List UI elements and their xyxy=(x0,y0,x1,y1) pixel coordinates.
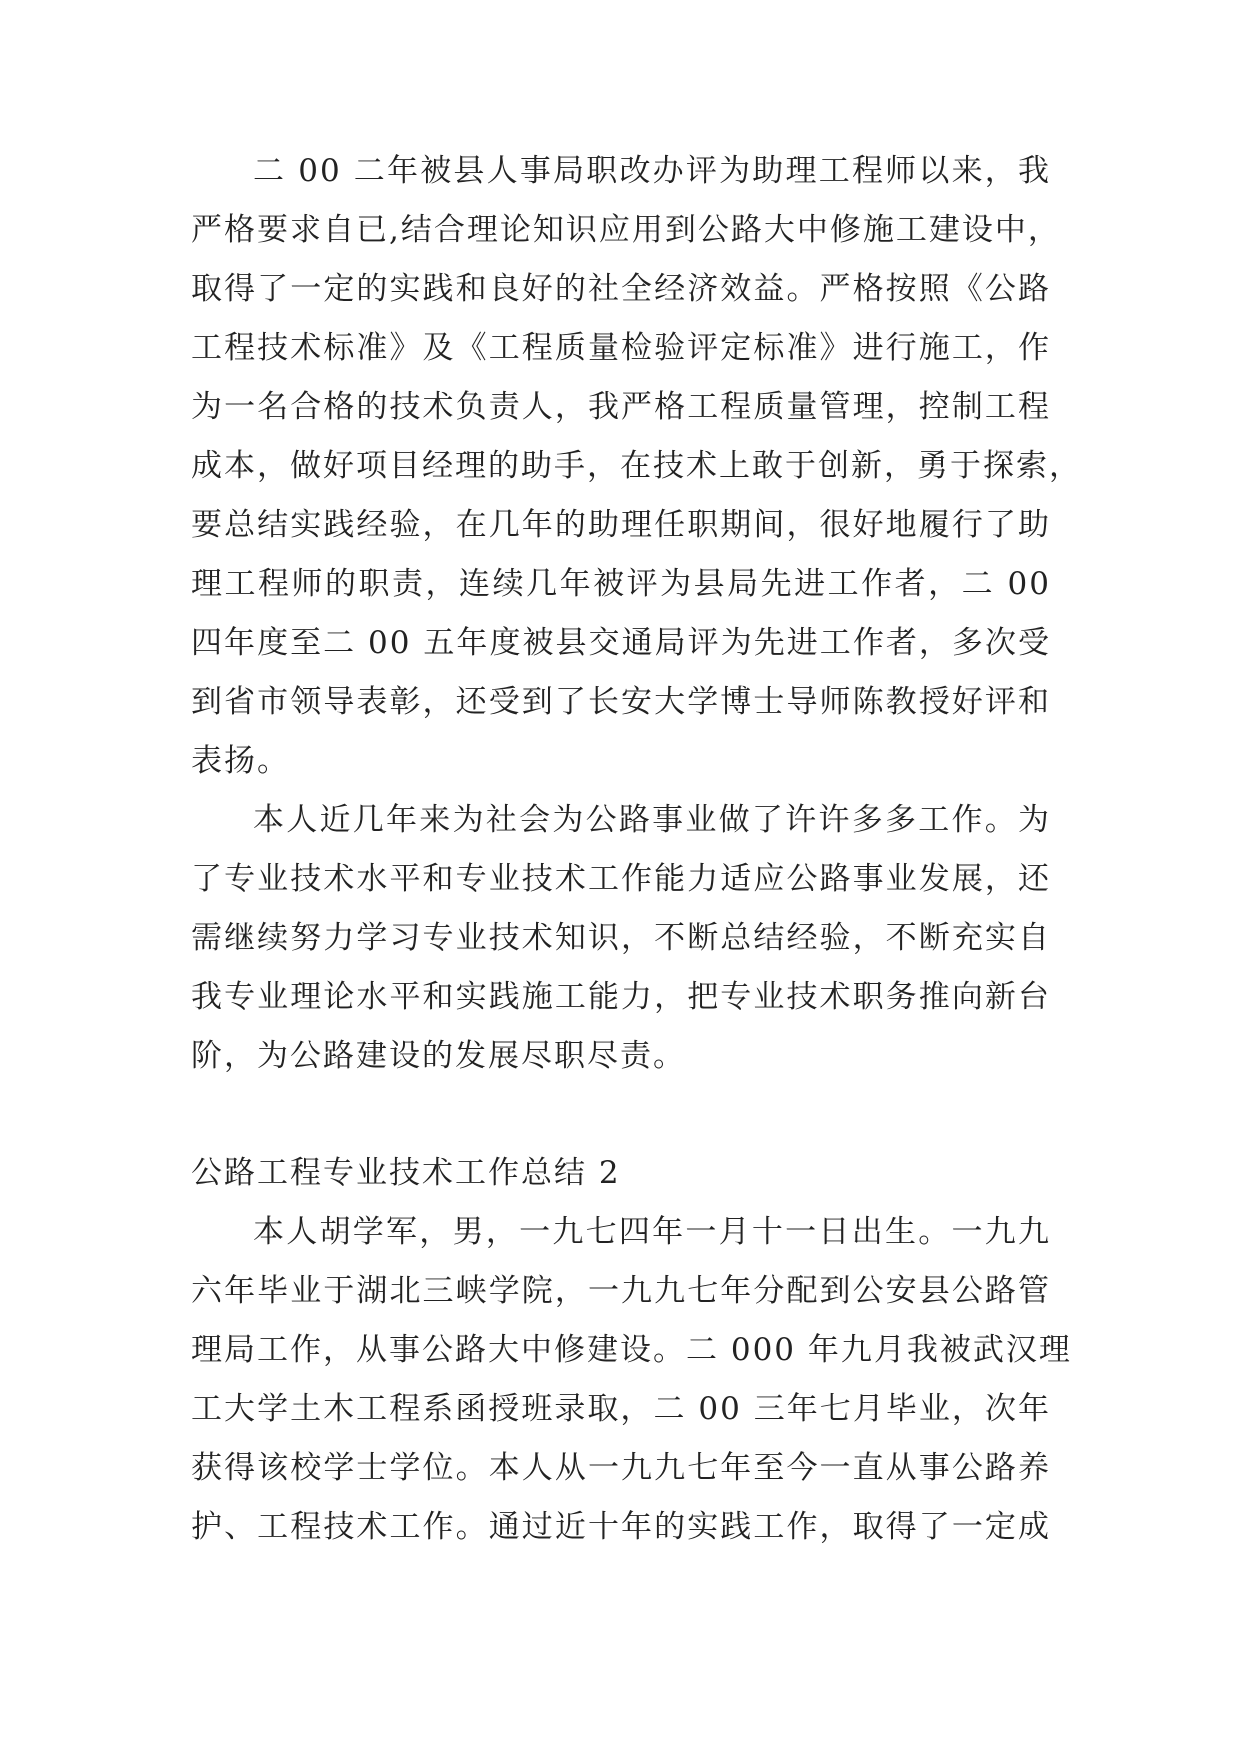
paragraph-3-line-2: 六年毕业于湖北三峡学院，一九九七年分配到公安县公路管 xyxy=(191,1273,1051,1309)
paragraph-1-line-2: 严格要求自已,结合理论知识应用到公路大中修施工建设中， xyxy=(191,212,1061,248)
paragraph-3-line-6: 护、工程技术工作。通过近十年的实践工作，取得了一定成 xyxy=(191,1509,1051,1545)
paragraph-1-line-1: 二 00 二年被县人事局职改办评为助理工程师以来，我 xyxy=(253,153,1051,189)
paragraph-1-line-6: 成本，做好项目经理的助手，在技术上敢于创新，勇于探索， xyxy=(191,448,1082,484)
paragraph-1-line-4: 工程技术标准》及《工程质量检验评定标准》进行施工，作 xyxy=(191,330,1051,366)
paragraph-3-line-5: 获得该校学士学位。本人从一九九七年至今一直从事公路养 xyxy=(191,1450,1051,1486)
paragraph-2-line-1: 本人近几年来为社会为公路事业做了许许多多工作。为 xyxy=(253,802,1051,838)
paragraph-1-line-9: 四年度至二 00 五年度被县交通局评为先进工作者，多次受 xyxy=(191,625,1051,661)
section-title: 公路工程专业技术工作总结 2 xyxy=(191,1155,621,1191)
paragraph-3-line-3: 理局工作，从事公路大中修建设。二 000 年九月我被武汉理 xyxy=(191,1332,1072,1368)
paragraph-1-line-10: 到省市领导表彰，还受到了长安大学博士导师陈教授好评和 xyxy=(191,684,1051,720)
paragraph-2-line-5: 阶，为公路建设的发展尽职尽责。 xyxy=(191,1038,686,1074)
paragraph-3-line-1: 本人胡学军，男，一九七四年一月十一日出生。一九九 xyxy=(253,1214,1051,1250)
paragraph-1-line-11: 表扬。 xyxy=(191,743,290,779)
paragraph-1-line-3: 取得了一定的实践和良好的社全经济效益。严格按照《公路 xyxy=(191,271,1051,307)
paragraph-2-line-3: 需继续努力学习专业技术知识，不断总结经验，不断充实自 xyxy=(191,920,1051,956)
paragraph-1-line-8: 理工程师的职责，连续几年被评为县局先进工作者，二 00 xyxy=(191,566,1051,602)
paragraph-1-line-7: 要总结实践经验，在几年的助理任职期间，很好地履行了助 xyxy=(191,507,1051,543)
paragraph-1-line-5: 为一名合格的技术负责人，我严格工程质量管理，控制工程 xyxy=(191,389,1051,425)
paragraph-3-line-4: 工大学土木工程系函授班录取，二 00 三年七月毕业，次年 xyxy=(191,1391,1051,1427)
paragraph-2-line-4: 我专业理论水平和实践施工能力，把专业技术职务推向新台 xyxy=(191,979,1051,1015)
paragraph-2-line-2: 了专业技术水平和专业技术工作能力适应公路事业发展，还 xyxy=(191,861,1051,897)
